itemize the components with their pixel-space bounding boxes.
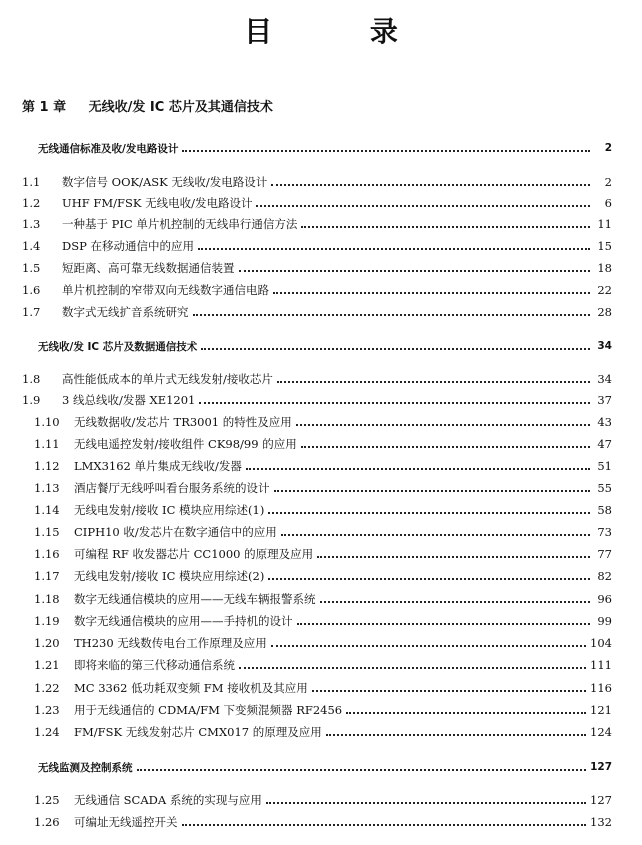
leader-dots (201, 348, 590, 350)
entry-page: 43 (597, 415, 612, 429)
entry-page: 127 (590, 793, 612, 807)
toc-entry[interactable] (22, 282, 612, 298)
entry-title: 无线通信 SCADA 系统的实现与应用 (74, 793, 262, 807)
leader-dots (301, 226, 590, 228)
toc-entry[interactable] (22, 260, 612, 276)
entry-title: TH230 无线数传电台工作原理及应用 (74, 636, 267, 650)
entry-title: 数字式无线扩音系统研究 (62, 305, 189, 319)
entry-title: 酒店餐厅无线呼叫看台服务系统的设计 (74, 481, 270, 495)
entry-page: 96 (597, 592, 612, 606)
entry-number: 1.3 (22, 217, 41, 231)
page-title: 目 录 (244, 15, 442, 48)
toc-entry[interactable] (22, 304, 612, 320)
entry-page: 58 (597, 503, 612, 517)
toc-entry[interactable] (22, 174, 612, 190)
toc-entry[interactable] (22, 568, 612, 584)
chapter-label: 第 1 章 (22, 100, 67, 115)
leader-dots (271, 645, 586, 647)
toc-entry[interactable] (22, 195, 612, 211)
entry-number: 1.24 (34, 725, 60, 739)
toc-entry[interactable] (22, 458, 612, 474)
toc-entry[interactable] (22, 392, 612, 408)
entry-number: 1.5 (22, 261, 41, 275)
entry-page: 6 (604, 196, 612, 210)
leader-dots (268, 578, 590, 580)
leader-dots (268, 512, 590, 514)
chapter-title: 无线收/发 IC 芯片及其通信技术 (88, 100, 273, 115)
entry-page: 104 (590, 636, 612, 650)
entry-title: DSP 在移动通信中的应用 (62, 239, 194, 253)
entry-page: 34 (597, 372, 612, 386)
entry-number: 1.22 (34, 681, 60, 695)
entry-title: 用于无线通信的 CDMA/FM 下变频混频器 RF2456 (74, 703, 343, 717)
toc-entry[interactable] (22, 657, 612, 673)
toc-entry[interactable] (22, 680, 612, 696)
entry-number: 1.26 (34, 815, 60, 829)
entry-page: 121 (590, 703, 612, 717)
entry-title: CIPH10 收/发芯片在数字通信中的应用 (74, 525, 277, 539)
leader-dots (193, 314, 591, 316)
entry-page: 11 (597, 217, 612, 231)
entry-title: 3 线总线收/发器 XE1201 (62, 393, 196, 407)
entry-page: 37 (597, 393, 612, 407)
entry-title: LMX3162 单片集成无线收/发器 (74, 459, 242, 473)
leader-dots (317, 556, 590, 558)
entry-number: 1.10 (34, 415, 60, 429)
entry-number: 1.7 (22, 305, 41, 319)
entry-page: 77 (597, 547, 612, 561)
toc-section[interactable] (38, 338, 612, 354)
entry-title: 数字无线通信模块的应用——手持机的设计 (74, 614, 293, 628)
leader-dots (266, 802, 586, 804)
entry-title: 数字信号 OOK/ASK 无线收/发电路设计 (62, 175, 268, 189)
leader-dots (246, 468, 590, 470)
leader-dots (239, 667, 586, 669)
section-title: 无线收/发 IC 芯片及数据通信技术 (38, 340, 198, 353)
toc-entry[interactable] (22, 480, 612, 496)
toc-entry[interactable] (22, 502, 612, 518)
entry-title: 无线电发射/接收 IC 模块应用综述(2) (74, 569, 265, 583)
toc-entry[interactable] (22, 414, 612, 430)
entry-page: 51 (597, 459, 612, 473)
entry-title: 一种基于 PIC 单片机控制的无线串行通信方法 (62, 217, 298, 231)
leader-dots (326, 734, 586, 736)
toc-section[interactable] (38, 140, 612, 156)
leader-dots (239, 270, 591, 272)
leader-dots (182, 150, 590, 152)
toc-entry[interactable] (22, 238, 612, 254)
entry-title: MC 3362 低功耗双变频 FM 接收机及其应用 (74, 681, 308, 695)
entry-number: 1.17 (34, 569, 60, 583)
entry-number: 1.21 (34, 658, 60, 672)
leader-dots (346, 712, 586, 714)
entry-title: 即将来临的第三代移动通信系统 (74, 658, 235, 672)
entry-page: 55 (597, 481, 612, 495)
entry-number: 1.13 (34, 481, 60, 495)
entry-page: 28 (597, 305, 612, 319)
entry-page: 124 (590, 725, 612, 739)
entry-page: 82 (597, 569, 612, 583)
entry-number: 1.14 (34, 503, 60, 517)
entry-number: 1.1 (22, 175, 41, 189)
leader-dots (273, 292, 590, 294)
entry-number: 1.9 (22, 393, 41, 407)
entry-title: FM/FSK 无线发射芯片 CMX017 的原理及应用 (74, 725, 322, 739)
entry-title: 可编址无线遥控开关 (74, 815, 178, 829)
leader-dots (199, 402, 590, 404)
entry-page: 47 (597, 437, 612, 451)
entry-number: 1.15 (34, 525, 60, 539)
entry-number: 1.12 (34, 459, 60, 473)
toc-entry[interactable] (22, 216, 612, 232)
entry-title: UHF FM/FSK 无线电收/发电路设计 (62, 196, 253, 210)
toc-entry[interactable] (22, 371, 612, 387)
toc-entry[interactable] (22, 436, 612, 452)
toc-entry[interactable] (22, 613, 612, 629)
entry-page: 73 (597, 525, 612, 539)
entry-page: 15 (597, 239, 612, 253)
toc-entry[interactable] (22, 702, 612, 718)
section-page: 127 (590, 761, 612, 773)
leader-dots (312, 690, 586, 692)
leader-dots (271, 184, 590, 186)
entry-page: 22 (597, 283, 612, 297)
toc-entry[interactable] (22, 591, 612, 607)
entry-title: 无线电发射/接收 IC 模块应用综述(1) (74, 503, 265, 517)
toc-entry[interactable] (22, 724, 612, 740)
toc-entry[interactable] (22, 635, 612, 651)
entry-page: 116 (590, 681, 612, 695)
entry-number: 1.20 (34, 636, 60, 650)
entry-page: 18 (597, 261, 612, 275)
section-page: 34 (597, 340, 612, 352)
entry-title: 无线数据收/发芯片 TR3001 的特性及应用 (74, 415, 292, 429)
toc-section[interactable] (38, 759, 612, 775)
entry-number: 1.6 (22, 283, 41, 297)
section-page: 2 (604, 142, 612, 154)
toc-entry[interactable] (22, 546, 612, 562)
entry-number: 1.25 (34, 793, 60, 807)
leader-dots (320, 601, 591, 603)
leader-dots (297, 623, 591, 625)
entry-number: 1.16 (34, 547, 60, 561)
entry-number: 1.2 (22, 196, 41, 210)
leader-dots (182, 824, 587, 826)
entry-number: 1.4 (22, 239, 41, 253)
entry-number: 1.23 (34, 703, 60, 717)
entry-page: 132 (590, 815, 612, 829)
entry-number: 1.8 (22, 372, 41, 386)
entry-title: 数字无线通信模块的应用——无线车辆报警系统 (74, 592, 316, 606)
toc-entry[interactable] (22, 792, 612, 808)
entry-number: 1.11 (34, 437, 60, 451)
toc-entry[interactable] (22, 524, 612, 540)
leader-dots (274, 490, 591, 492)
section-title: 无线通信标准及收/发电路设计 (38, 142, 179, 155)
leader-dots (256, 205, 590, 207)
leader-dots (137, 769, 587, 771)
entry-page: 2 (604, 175, 612, 189)
leader-dots (301, 446, 590, 448)
entry-title: 高性能低成本的单片式无线发射/接收芯片 (62, 372, 273, 386)
section-title: 无线监测及控制系统 (38, 761, 133, 774)
entry-page: 99 (597, 614, 612, 628)
leader-dots (296, 424, 590, 426)
chapter-heading (22, 96, 273, 115)
entry-title: 无线电遥控发射/接收组件 CK98/99 的应用 (74, 437, 297, 451)
toc-entry[interactable] (22, 814, 612, 830)
leader-dots (277, 381, 590, 383)
entry-title: 单片机控制的窄带双向无线数字通信电路 (62, 283, 269, 297)
entry-page: 111 (590, 658, 612, 672)
entry-title: 可编程 RF 收发器芯片 CC1000 的原理及应用 (74, 547, 314, 561)
entry-number: 1.19 (34, 614, 60, 628)
entry-number: 1.18 (34, 592, 60, 606)
entry-title: 短距离、高可靠无线数据通信装置 (62, 261, 235, 275)
leader-dots (281, 534, 590, 536)
leader-dots (198, 248, 590, 250)
